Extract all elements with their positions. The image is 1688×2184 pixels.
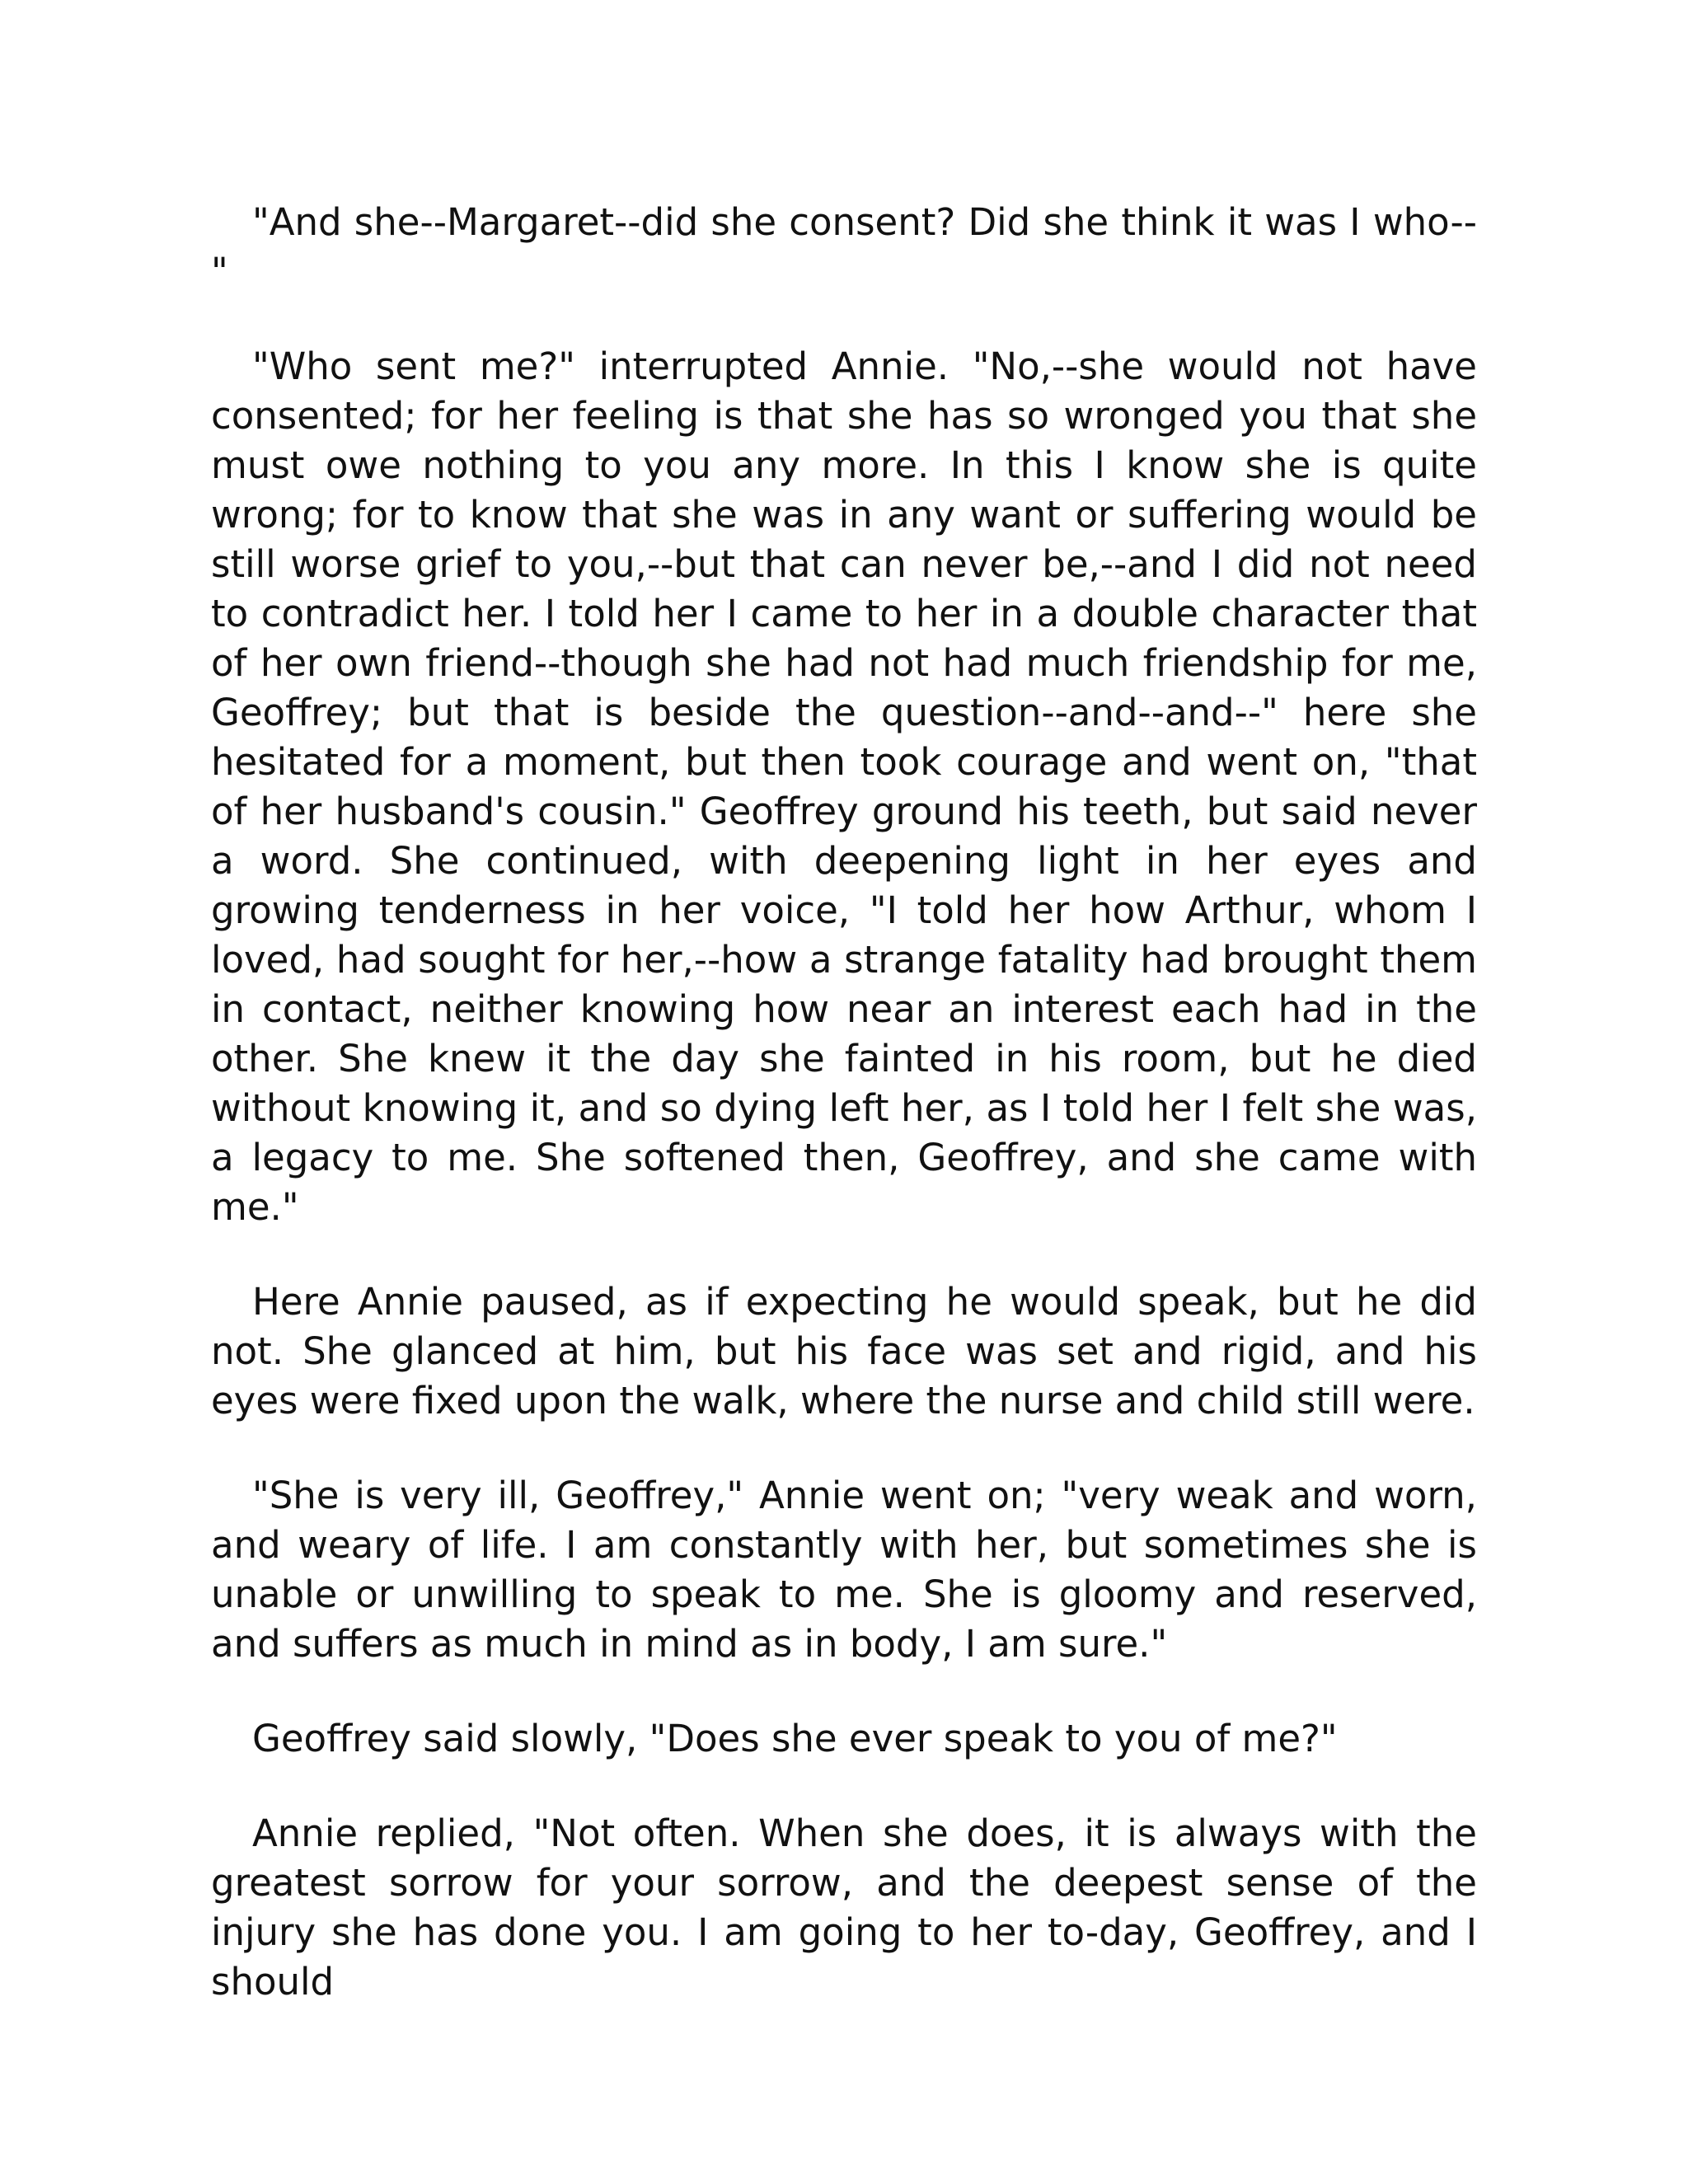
paragraph: "And she--Margaret--did she consent? Did she think it was I who--"	[211, 200, 1477, 293]
paragraph: Annie replied, "Not often. When she does, it is always with the greatest sorrow for your sorrow, and the deepest sense of the injury she has done you. I am going to her to-day, Geoffrey, and I should	[211, 1811, 1477, 2004]
paragraph: "Who sent me?" interrupted Annie. "No,--she would not have consented; for her feeling is that she has so wronged you that she must owe nothing to you any more. In this I know she is quite wrong; for to know that she was in any want or suffering would be still worse grief to you,--but that can never be,--and I did not need to contradict her. I told her I came to her in a double character that of her own friend--though she had not had much friendship for me, Geoffrey; but that is beside the question--and--and--" here she hesitated for a moment, but then took courage and went on, "that of her husband's cousin." Geoffrey ground his teeth, but said never a word. She continued, with deepening light in her eyes and growing tenderness in her voice, "I told her how Arthur, whom I loved, had sought for her,--how a strange fatality had brought them in contact, neither knowing how near an interest each had in the other. She knew it the day she fainted in his room, but he died without knowing it, and so dying left her, as I told her I felt she was, a legacy to me. She softened then, Geoffrey, and she came with me."	[211, 344, 1477, 1229]
paragraph: Geoffrey said slowly, "Does she ever speak to you of me?"	[252, 1717, 1338, 1760]
paragraph: "She is very ill, Geoffrey," Annie went on; "very weak and worn, and weary of life. I am constantly with her, but sometimes she is unable or unwilling to speak to me. She is gloomy and reserved, and suffers as much in mind as in body, I am sure."	[211, 1474, 1477, 1666]
body-text	[211, 198, 1477, 2007]
paragraph: Here Annie paused, as if expecting he would speak, but he did not. She glanced at him, but his face was set and rigid, and his eyes were fixed upon the walk, where the nurse and child still were.	[211, 1280, 1477, 1422]
